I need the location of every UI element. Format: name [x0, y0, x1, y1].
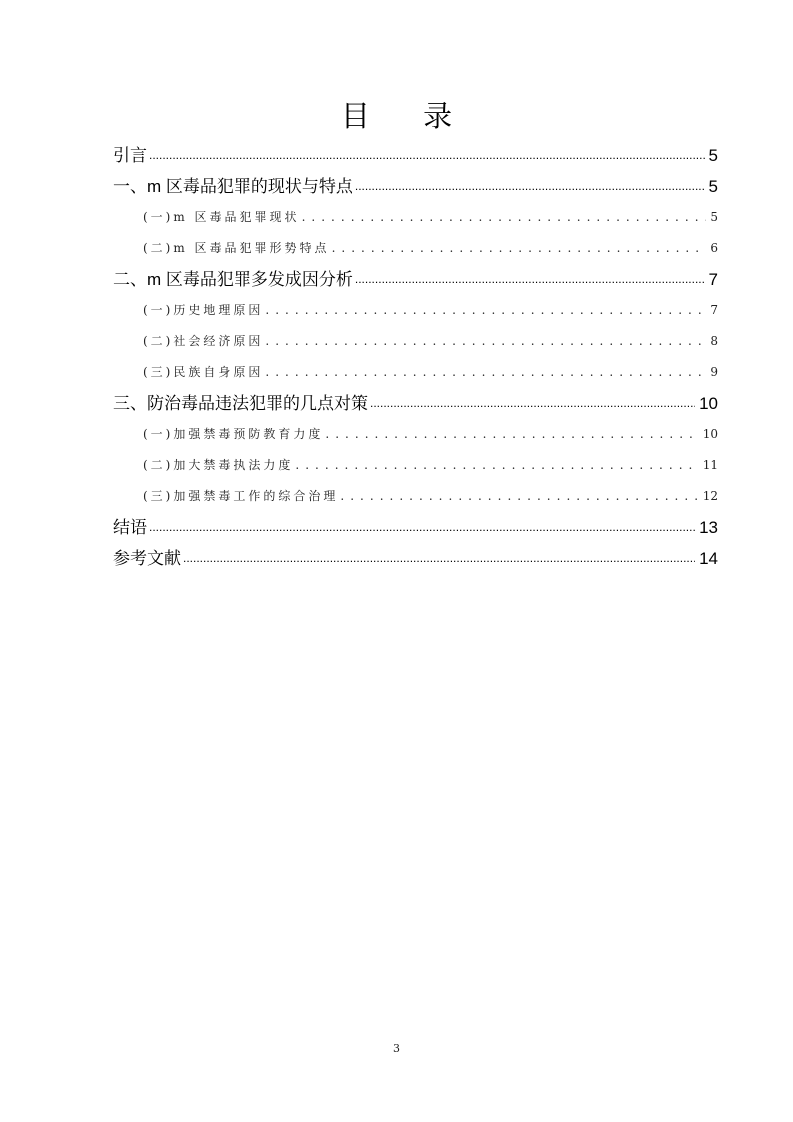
dot-leader	[149, 138, 705, 171]
toc-entry-page: 7	[708, 295, 718, 326]
toc-entry-page: 14	[697, 543, 718, 574]
toc-entry-label: (三)加强禁毒工作的综合治理	[143, 481, 338, 512]
toc-entry[interactable]	[113, 264, 718, 295]
toc-entry[interactable]	[113, 140, 718, 171]
toc-entry-label: (一)加强禁毒预防教育力度	[143, 419, 323, 450]
toc-entry-label: 参考文献	[113, 543, 181, 574]
dot-leader	[302, 202, 707, 233]
toc-entry-label: 结语	[113, 512, 147, 543]
toc-subentry[interactable]	[113, 202, 718, 233]
dot-leader	[265, 295, 706, 326]
toc-subentry[interactable]	[113, 450, 718, 481]
toc-entry-page: 5	[707, 140, 718, 171]
toc-entry-label: 二、m 区毒品犯罪多发成因分析	[113, 264, 353, 295]
toc-subentry[interactable]	[113, 326, 718, 357]
toc-entry-label: (二)m 区毒品犯罪形势特点	[143, 233, 330, 264]
table-of-contents	[113, 140, 718, 574]
dot-leader	[325, 419, 698, 450]
dot-leader	[295, 450, 698, 481]
dot-leader	[370, 386, 695, 419]
toc-subentry[interactable]	[113, 233, 718, 264]
toc-entry-label: 一、m 区毒品犯罪的现状与特点	[113, 171, 353, 202]
page-number: 3	[393, 1042, 400, 1055]
toc-entry-label: 引言	[113, 140, 147, 171]
dot-leader	[149, 510, 695, 543]
toc-entry-page: 7	[707, 264, 718, 295]
toc-entry-label: (一)m 区毒品犯罪现状	[143, 202, 300, 233]
dot-leader	[340, 481, 698, 512]
toc-entry-page: 11	[701, 450, 718, 481]
toc-entry-label: (一)历史地理原因	[143, 295, 263, 326]
toc-entry-page: 5	[708, 202, 718, 233]
dot-leader	[265, 326, 706, 357]
toc-entry-label: (三)民族自身原因	[143, 357, 263, 388]
toc-entry-page: 5	[707, 171, 718, 202]
toc-entry-page: 13	[697, 512, 718, 543]
dot-leader	[355, 262, 705, 295]
toc-entry-page: 10	[701, 419, 718, 450]
toc-subentry[interactable]	[113, 295, 718, 326]
toc-entry[interactable]	[113, 543, 718, 574]
toc-entry-page: 9	[708, 357, 718, 388]
toc-subentry[interactable]	[113, 419, 718, 450]
toc-entry-label: (二)加大禁毒执法力度	[143, 450, 293, 481]
toc-entry-label: 三、防治毒品违法犯罪的几点对策	[113, 388, 368, 419]
toc-entry[interactable]	[113, 171, 718, 202]
toc-subentry[interactable]	[113, 357, 718, 388]
toc-entry-page: 12	[701, 481, 718, 512]
toc-title: 目 录	[340, 99, 475, 133]
dot-leader	[355, 169, 705, 202]
toc-entry-page: 6	[708, 233, 718, 264]
toc-entry-label: (二)社会经济原因	[143, 326, 263, 357]
dot-leader	[183, 541, 695, 574]
toc-entry-page: 8	[708, 326, 718, 357]
toc-entry[interactable]	[113, 388, 718, 419]
toc-entry-page: 10	[697, 388, 718, 419]
dot-leader	[332, 233, 707, 264]
toc-subentry[interactable]	[113, 481, 718, 512]
dot-leader	[265, 357, 706, 388]
toc-entry[interactable]	[113, 512, 718, 543]
